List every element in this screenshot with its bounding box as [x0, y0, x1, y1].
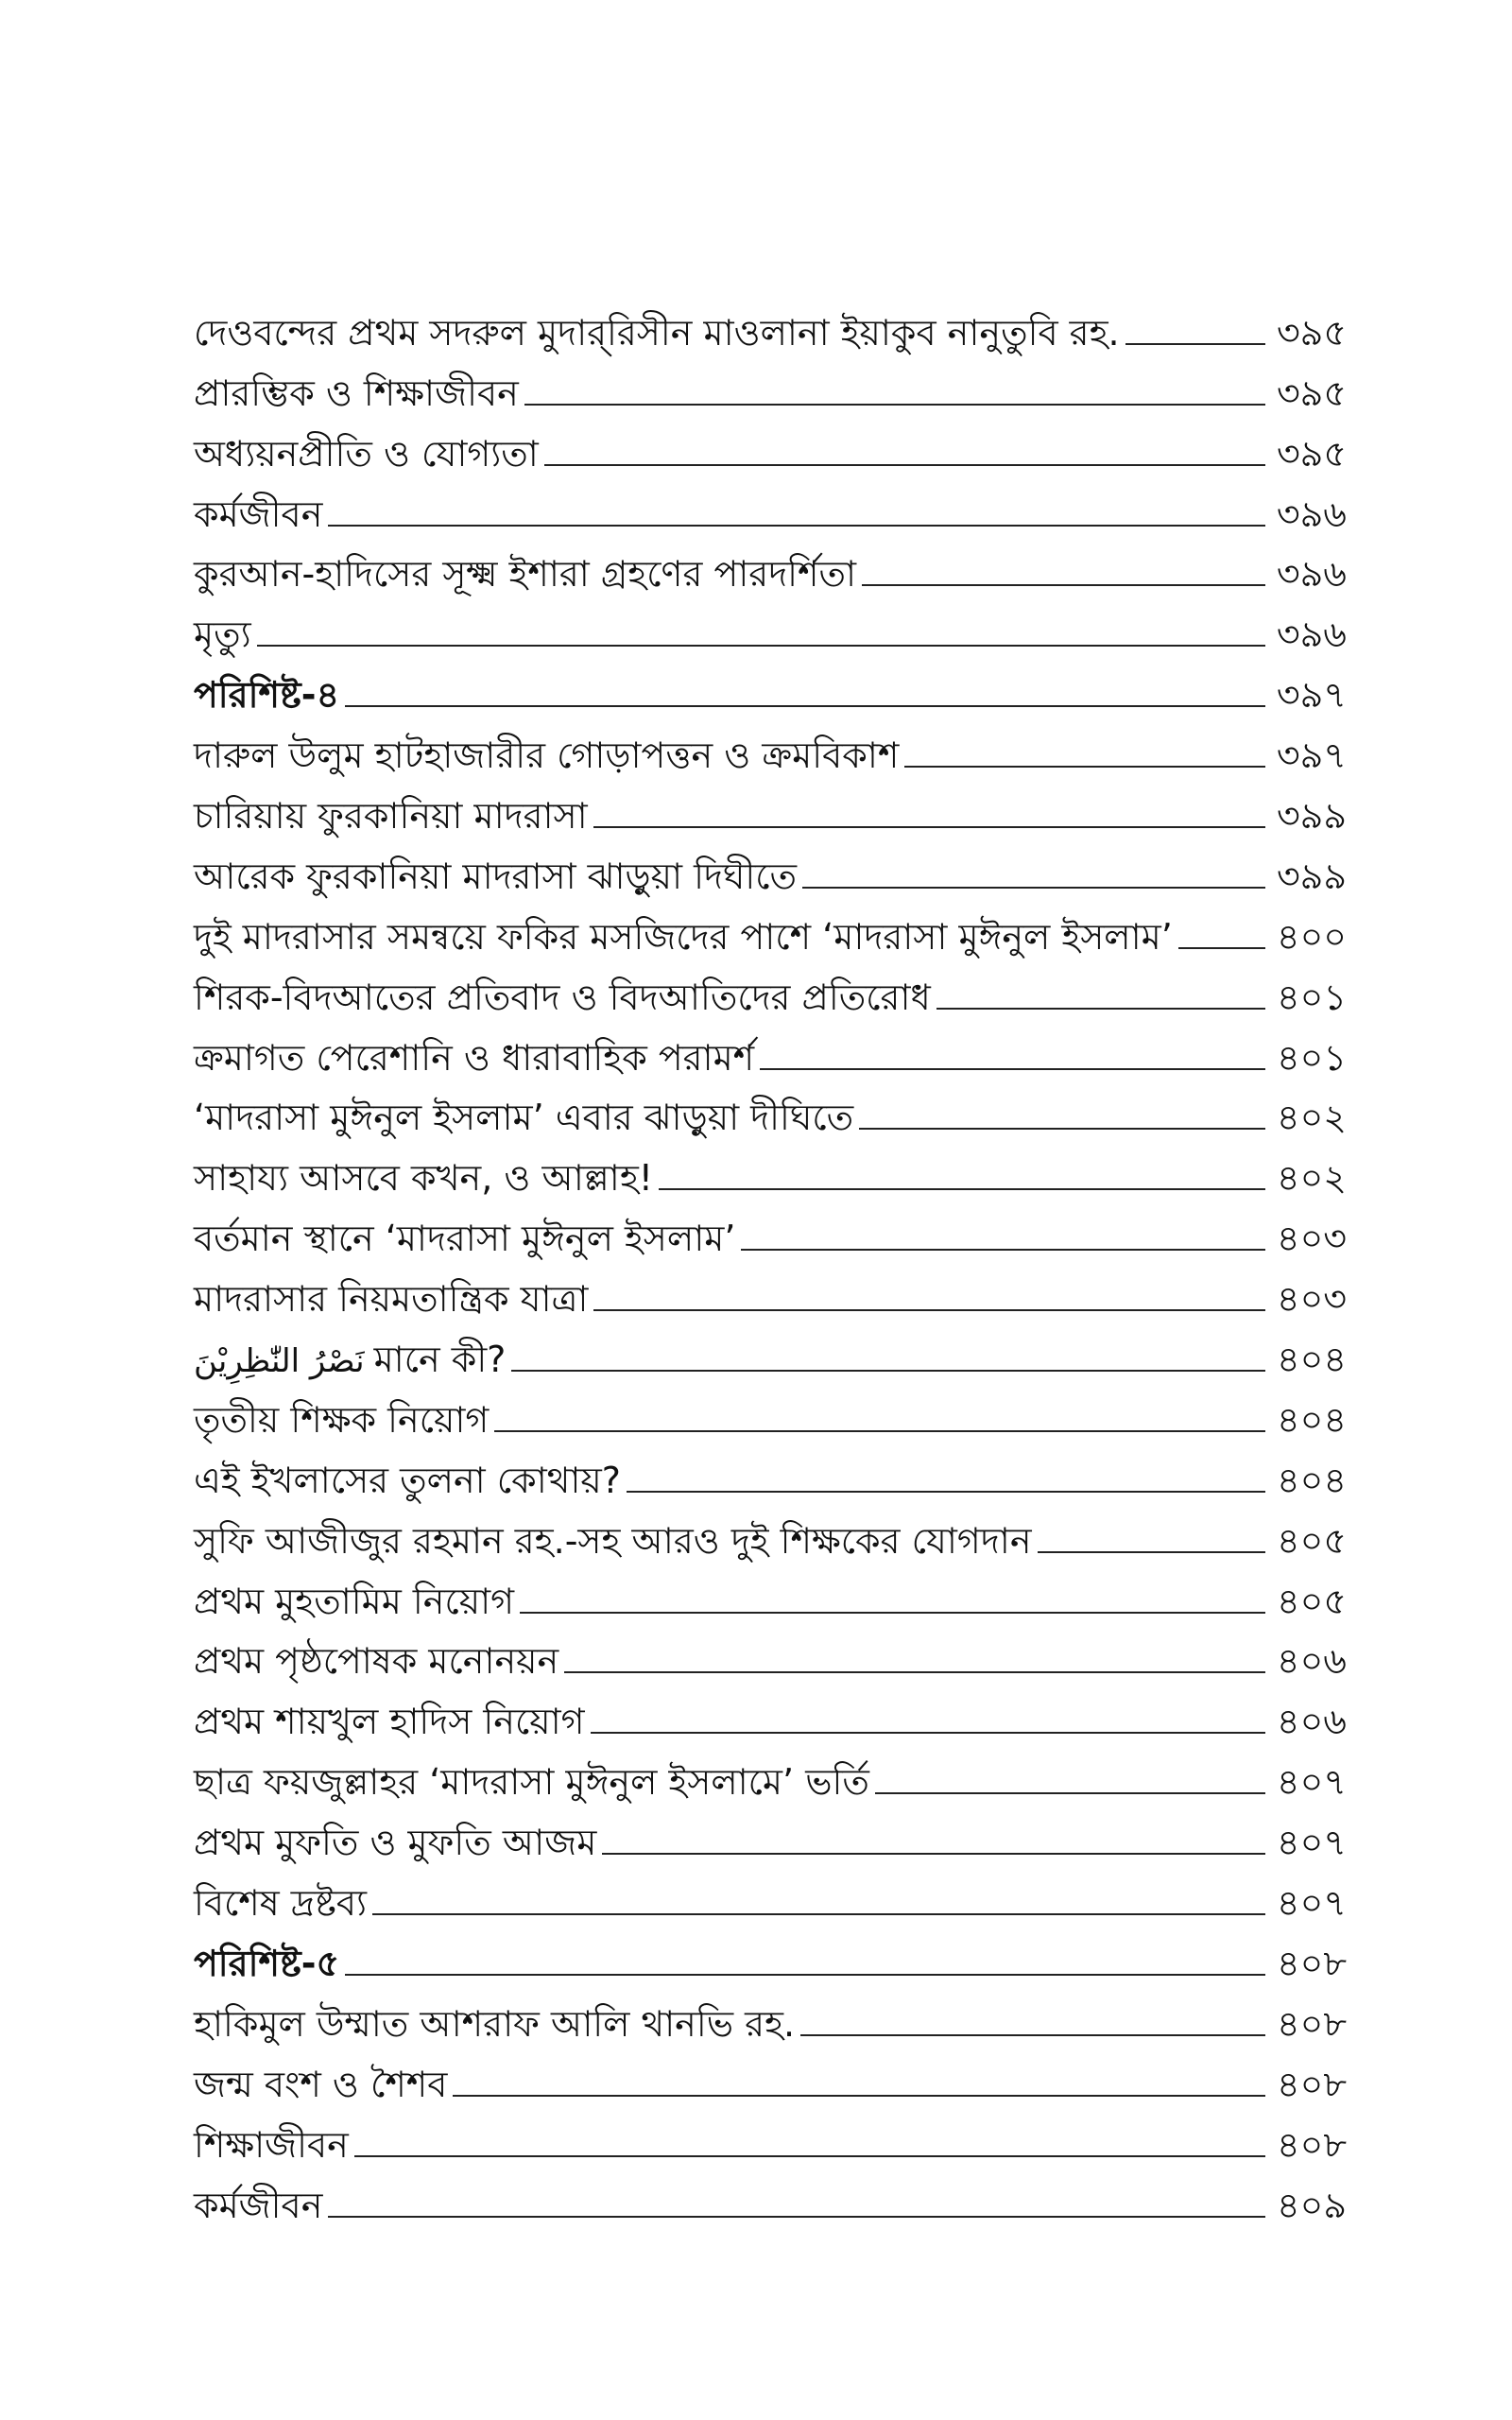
- toc-entry-page: ৪০৮: [1276, 2002, 1347, 2045]
- toc-entry-title: শিক্ষাজীবন: [194, 2123, 349, 2166]
- toc-entry-page: ৪০৫: [1276, 1519, 1347, 1562]
- toc-leader-line: [593, 826, 1265, 828]
- toc-entry-title: হাকিমুল উম্মাত আশরাফ আলি থানভি রহ.: [194, 2002, 796, 2045]
- toc-entry: [194, 1870, 1347, 1930]
- toc-entry-title: সাহায্য আসবে কখন, ও আল্লাহ!: [194, 1157, 654, 1200]
- toc-entry-title: দুই মাদরাসার সমন্বয়ে ফকির মসজিদের পাশে ‘মাদরাসা মুঈনুল ইসলাম’: [194, 915, 1173, 958]
- toc-entry-title: তৃতীয় শিক্ষক নিয়োগ: [194, 1398, 490, 1441]
- toc-entry-page: ৪০৮: [1276, 2063, 1347, 2105]
- toc-entry-page: ৪০৬: [1276, 1701, 1347, 1743]
- table-of-contents: [194, 300, 1347, 2233]
- toc-entry: [194, 601, 1347, 662]
- toc-entry: [194, 2172, 1347, 2233]
- toc-entry-title: প্রথম মুহতামিম নিয়োগ: [194, 1580, 515, 1622]
- toc-entry-title: মৃত্যু: [194, 614, 251, 656]
- toc-leader-line: [524, 404, 1265, 406]
- toc-entry-title: ‘মাদরাসা মুঈনুল ইসলাম’ এবার ঝাড়ুয়া দীঘিতে: [194, 1097, 854, 1139]
- toc-section-heading: [194, 1930, 1347, 1991]
- toc-entry-title: প্রথম পৃষ্ঠপোষক মনোনয়ন: [194, 1640, 559, 1683]
- toc-leader-line: [511, 1370, 1265, 1372]
- toc-entry-title: সুফি আজীজুর রহমান রহ.-সহ আরও দুই শিক্ষকের যোগদান: [194, 1519, 1032, 1562]
- toc-entry: [194, 2112, 1347, 2172]
- toc-entry: [194, 1688, 1347, 1749]
- toc-leader-line: [1125, 343, 1265, 345]
- toc-leader-line: [760, 1068, 1265, 1070]
- toc-entry-page: ৪০৮: [1276, 1942, 1347, 1984]
- toc-entry-page: ৪০১: [1276, 976, 1347, 1018]
- toc-entry: [194, 783, 1347, 843]
- toc-leader-line: [591, 1732, 1265, 1734]
- toc-leader-line: [904, 766, 1265, 768]
- toc-entry: [194, 843, 1347, 904]
- toc-leader-line: [345, 705, 1265, 707]
- toc-entry: [194, 2051, 1347, 2112]
- toc-entry: [194, 1205, 1347, 1266]
- toc-entry: [194, 1025, 1347, 1085]
- toc-entry-page: ৪০৮: [1276, 2123, 1347, 2166]
- toc-leader-line: [627, 1491, 1265, 1493]
- toc-entry: [194, 1326, 1347, 1387]
- toc-entry-page: ৪০৯: [1276, 2184, 1347, 2226]
- toc-entry: [194, 421, 1347, 481]
- toc-leader-line: [372, 1913, 1265, 1915]
- toc-leader-line: [875, 1792, 1265, 1794]
- toc-entry: [194, 1508, 1347, 1568]
- toc-entry-page: ৪০৪: [1276, 1339, 1347, 1381]
- toc-entry-page: ৩৯৬: [1276, 493, 1347, 535]
- toc-entry: [194, 904, 1347, 964]
- toc-entry: [194, 481, 1347, 542]
- toc-entry-title: কর্মজীবন: [194, 493, 323, 535]
- toc-entry-title: প্রথম মুফতি ও মুফতি আজম: [194, 1822, 597, 1864]
- toc-entry-title: বর্তমান স্থানে ‘মাদরাসা মুঈনুল ইসলাম’: [194, 1218, 736, 1260]
- toc-entry-title: কর্মজীবন: [194, 2184, 323, 2226]
- toc-leader-line: [354, 2155, 1265, 2157]
- toc-entry-title: ছাত্র ফয়জুল্লাহর ‘মাদরাসা মুঈনুল ইসলামে’ ভর্তি: [194, 1761, 869, 1804]
- toc-entry-page: ৩৯৯: [1276, 855, 1347, 897]
- toc-entry-page: ৪০৭: [1276, 1822, 1347, 1864]
- toc-entry: [194, 1085, 1347, 1146]
- toc-entry-title: কুরআন-হাদিসের সূক্ষ্ম ইশারা গ্রহণের পারদর্শিতা: [194, 553, 857, 596]
- toc-entry-title: অধ্যয়নপ্রীতি ও যোগ্যতা: [194, 432, 539, 475]
- toc-leader-line: [862, 584, 1265, 586]
- toc-entry: [194, 1809, 1347, 1870]
- toc-leader-line: [859, 1128, 1265, 1130]
- toc-leader-line: [494, 1430, 1265, 1432]
- toc-leader-line: [328, 2216, 1265, 2218]
- toc-entry-page: ৪০২: [1276, 1097, 1347, 1139]
- toc-entry: [194, 964, 1347, 1025]
- toc-entry-page: ৩৯৬: [1276, 553, 1347, 596]
- toc-entry: [194, 1568, 1347, 1629]
- toc-leader-line: [564, 1671, 1265, 1673]
- toc-entry-title: ক্রমাগত পেরেশানি ও ধারাবাহিক পরামর্শ: [194, 1036, 755, 1079]
- toc-entry-title: বিশেষ দ্রষ্টব্য: [194, 1882, 368, 1925]
- toc-entry-page: ৪০২: [1276, 1157, 1347, 1200]
- toc-entry-title: চারিয়ায় ফুরকানিয়া মাদরাসা: [194, 795, 588, 838]
- toc-leader-line: [936, 1008, 1265, 1010]
- toc-entry: [194, 1266, 1347, 1326]
- toc-leader-line: [544, 464, 1265, 466]
- toc-entry: [194, 1749, 1347, 1809]
- toc-entry-title: এই ইখলাসের তুলনা কোথায়?: [194, 1459, 621, 1501]
- toc-entry: [194, 1447, 1347, 1508]
- toc-entry-title: দেওবন্দের প্রথম সদরুল মুদার্‌রিসীন মাওলানা ইয়াকুব নানুতুবি রহ.: [194, 311, 1120, 354]
- toc-entry: [194, 542, 1347, 602]
- toc-entry-page: ৩৯৬: [1276, 614, 1347, 656]
- toc-leader-line: [345, 1974, 1265, 1976]
- toc-entry-page: ৪০৭: [1276, 1761, 1347, 1804]
- toc-leader-line: [453, 2095, 1265, 2097]
- toc-leader-line: [602, 1853, 1265, 1855]
- toc-entry: [194, 300, 1347, 360]
- toc-entry-page: ৪০০: [1276, 915, 1347, 958]
- toc-entry-page: ৪০১: [1276, 1036, 1347, 1079]
- toc-leader-line: [1038, 1551, 1265, 1553]
- toc-entry-title: প্রথম শায়খুল হাদিস নিয়োগ: [194, 1701, 585, 1743]
- arabic-phrase: نَصْرُ النّٰظِرِيْنَ: [194, 1342, 365, 1381]
- toc-entry-title: শিরক-বিদআতের প্রতিবাদ ও বিদআতিদের প্রতিরোধ: [194, 976, 931, 1018]
- toc-entry-page: ৪০৪: [1276, 1459, 1347, 1501]
- toc-entry-title-text: মানে কী?: [373, 1339, 507, 1381]
- toc-entry-page: ৪০৩: [1276, 1278, 1347, 1321]
- toc-entry-page: ৪০৫: [1276, 1580, 1347, 1622]
- toc-entry-title: জন্ম বংশ ও শৈশব: [194, 2063, 448, 2105]
- toc-section-title: পরিশিষ্ট-৫: [194, 1942, 340, 1984]
- toc-entry-page: ৩৯৫: [1276, 432, 1347, 475]
- toc-entry-page: ৩৯৭: [1276, 735, 1347, 777]
- toc-section-title: পরিশিষ্ট-৪: [194, 674, 340, 717]
- toc-entry-page: ৪০৬: [1276, 1640, 1347, 1683]
- toc-entry: [194, 1991, 1347, 2051]
- toc-entry-title: দারুল উলুম হাটহাজারীর গোড়াপত্তন ও ক্রমবিকাশ: [194, 735, 900, 777]
- toc-entry-page: ৩৯৫: [1276, 311, 1347, 354]
- toc-leader-line: [800, 2034, 1265, 2036]
- toc-entry-page: ৪০৭: [1276, 1882, 1347, 1925]
- toc-entry-title: [194, 1339, 507, 1381]
- toc-entry-page: ৩৯৫: [1276, 372, 1347, 414]
- toc-leader-line: [1178, 947, 1265, 949]
- toc-entry: [194, 722, 1347, 783]
- toc-entry-title: মাদরাসার নিয়মতান্ত্রিক যাত্রা: [194, 1278, 589, 1321]
- toc-leader-line: [328, 525, 1265, 527]
- toc-leader-line: [802, 887, 1265, 889]
- toc-leader-line: [659, 1188, 1265, 1190]
- toc-section-heading: [194, 662, 1347, 722]
- toc-entry-title: আরেক ফুরকানিয়া মাদরাসা ঝাড়ুয়া দিঘীতে: [194, 855, 798, 897]
- toc-entry: [194, 360, 1347, 421]
- toc-leader-line: [741, 1249, 1265, 1251]
- toc-leader-line: [520, 1612, 1265, 1614]
- toc-entry: [194, 1387, 1347, 1447]
- toc-entry-title: প্রারম্ভিক ও শিক্ষাজীবন: [194, 372, 519, 414]
- toc-entry: [194, 1629, 1347, 1689]
- toc-leader-line: [257, 645, 1265, 647]
- toc-entry-page: ৪০৩: [1276, 1218, 1347, 1260]
- toc-leader-line: [593, 1309, 1265, 1311]
- toc-entry-page: ৩৯৯: [1276, 795, 1347, 838]
- toc-entry: [194, 1145, 1347, 1205]
- toc-entry-page: ৪০৪: [1276, 1398, 1347, 1441]
- toc-entry-page: ৩৯৭: [1276, 674, 1347, 717]
